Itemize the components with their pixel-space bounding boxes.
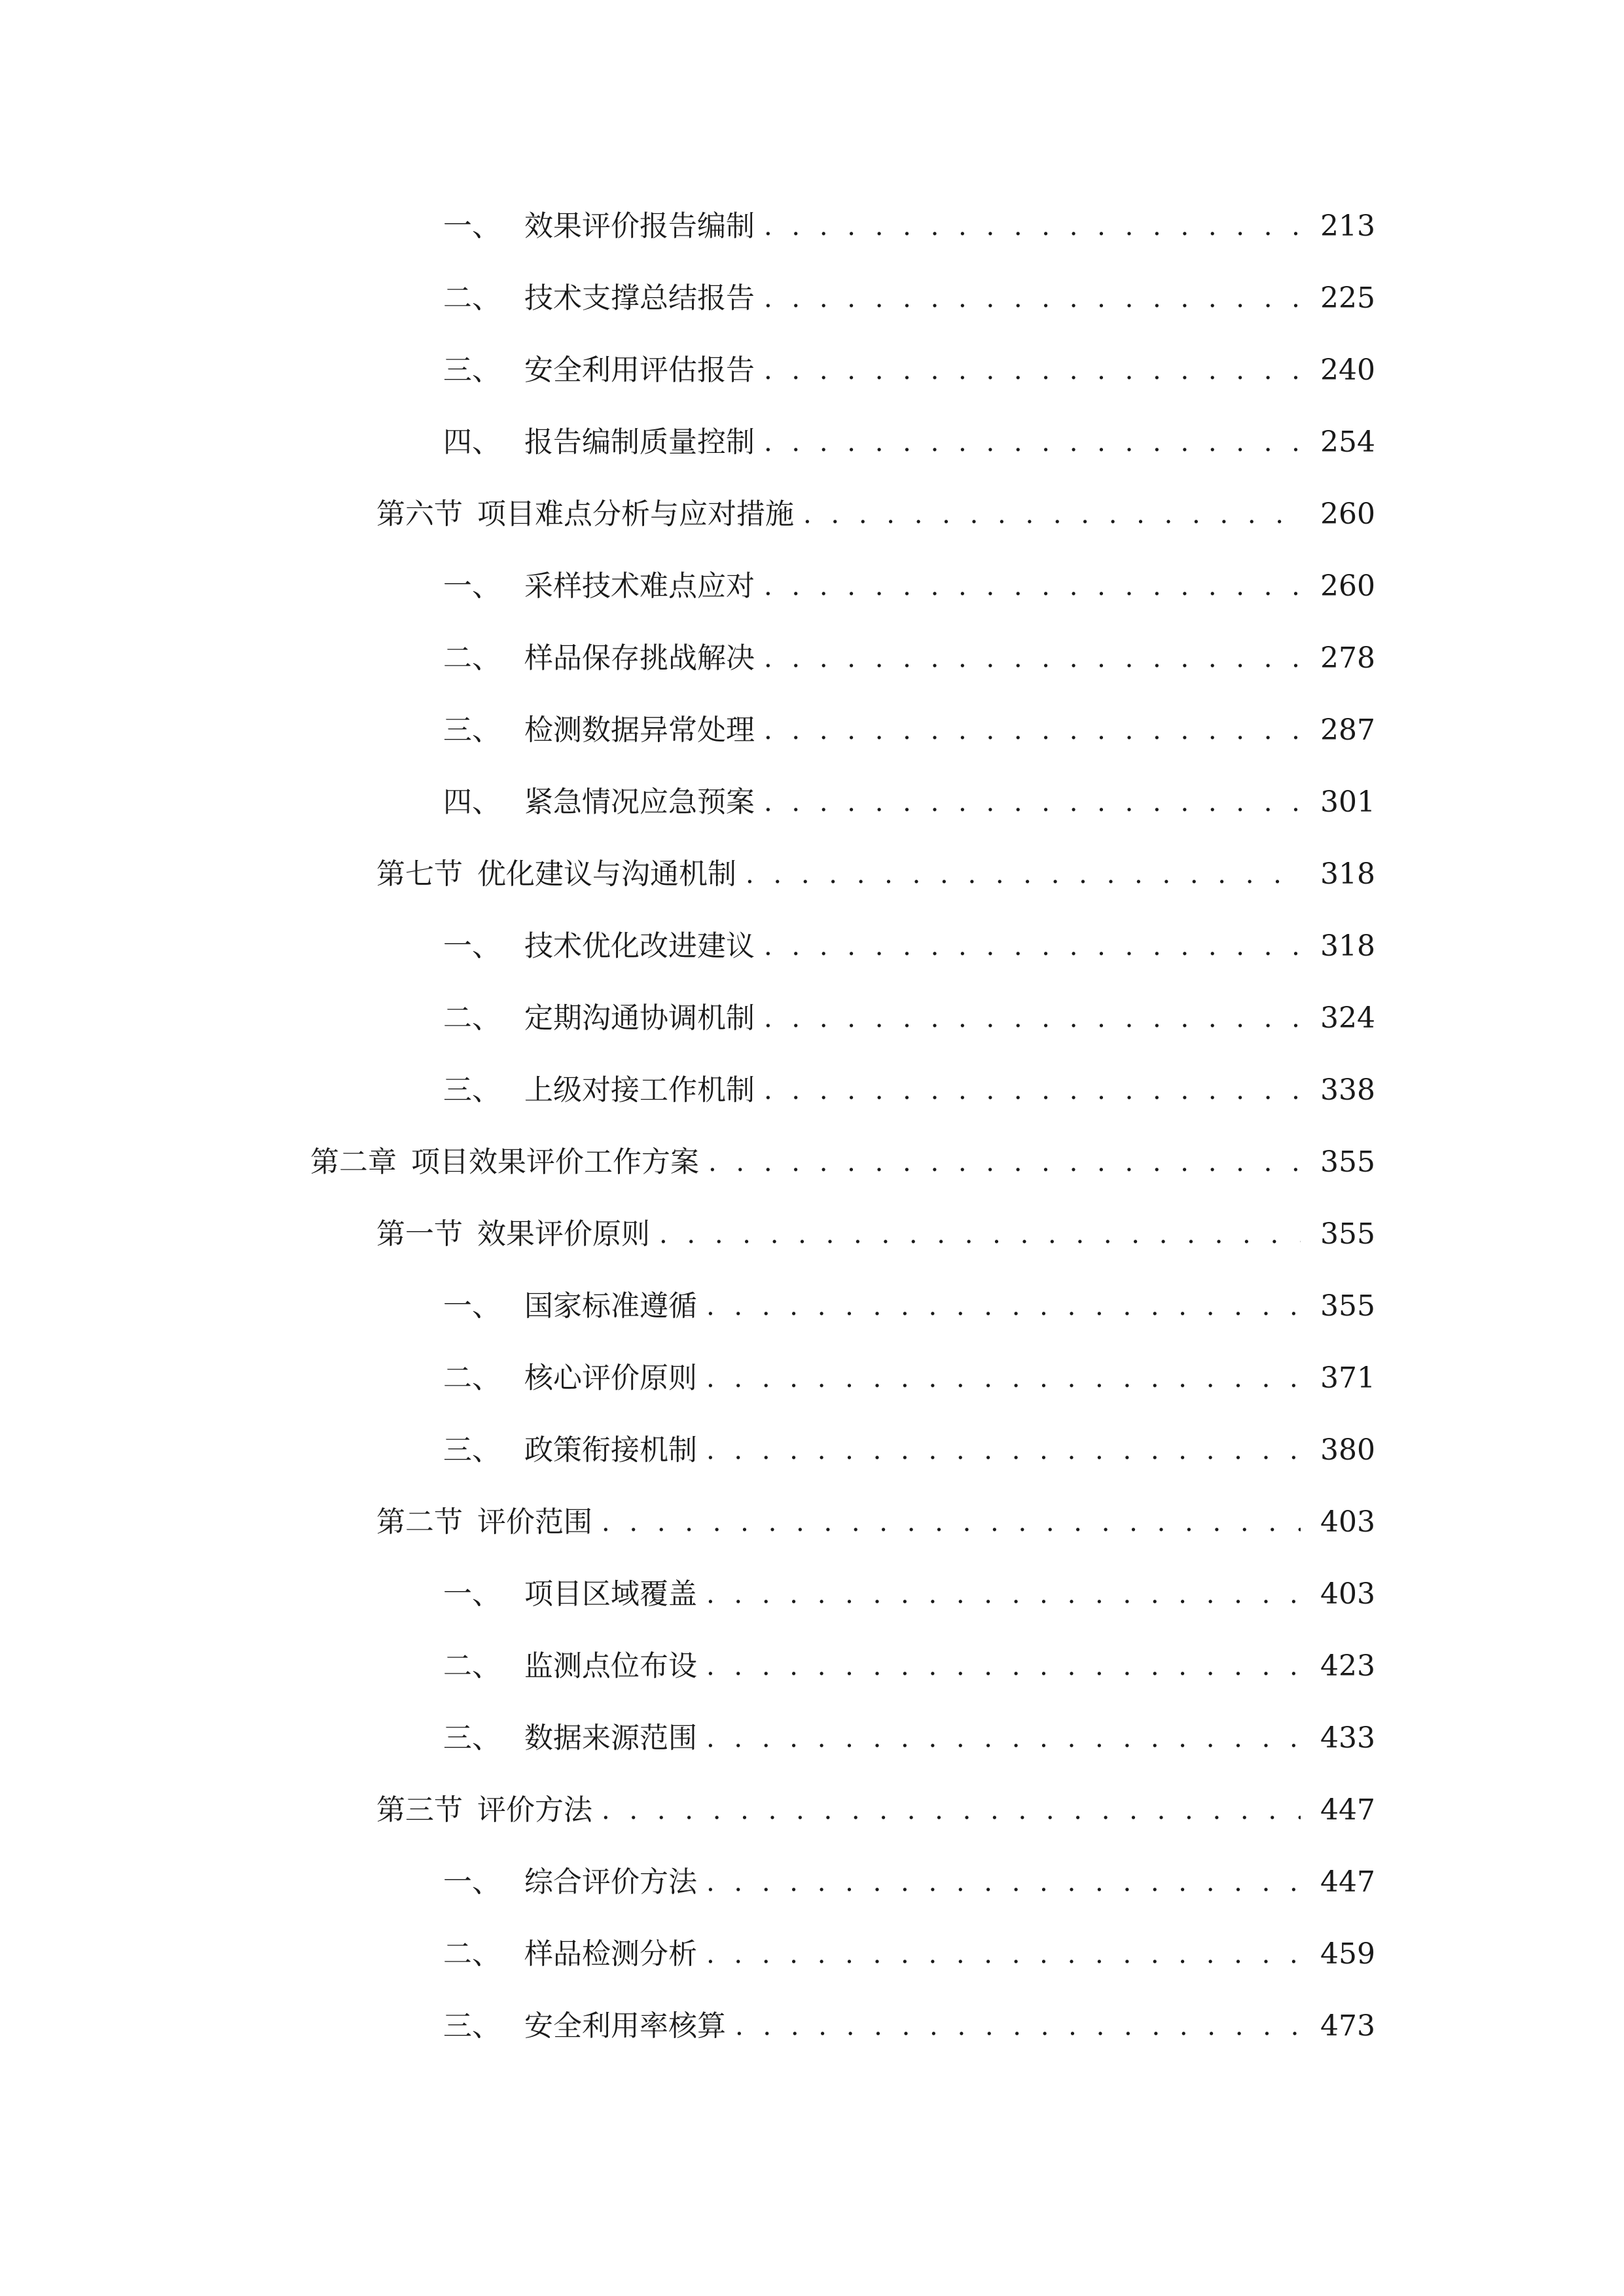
- toc-entry[interactable]: [0, 982, 1624, 1054]
- toc-entry-page: 447: [1320, 1793, 1375, 1827]
- toc-entry-number: 第七节: [376, 857, 463, 891]
- toc-entry[interactable]: [0, 766, 1624, 838]
- toc-entry[interactable]: [0, 910, 1624, 982]
- toc-entry-title: 技术支撑总结报告: [524, 281, 755, 315]
- toc-entry-page: 403: [1320, 1505, 1375, 1539]
- toc-section-entry[interactable]: [0, 1486, 1624, 1558]
- table-of-contents: [0, 190, 1624, 2062]
- toc-entry-title: 安全利用评估报告: [524, 353, 755, 387]
- toc-entry-number: 一、: [443, 569, 501, 603]
- dot-leader: [706, 1287, 1301, 1326]
- toc-entry-page: 301: [1320, 785, 1375, 819]
- toc-entry[interactable]: [0, 622, 1624, 694]
- toc-entry-page: 459: [1320, 1937, 1375, 1971]
- toc-entry-title: 检测数据异常处理: [524, 713, 755, 747]
- toc-entry-title: 国家标准遵循: [524, 1289, 697, 1323]
- dot-leader: [602, 1791, 1301, 1830]
- toc-chapter-entry[interactable]: [0, 1126, 1624, 1198]
- dot-leader: [706, 1359, 1301, 1398]
- toc-entry-page: 225: [1320, 281, 1375, 315]
- toc-section-entry[interactable]: [0, 1774, 1624, 1846]
- toc-entry-page: 260: [1320, 497, 1375, 531]
- toc-entry-title: 优化建议与沟通机制: [477, 857, 736, 891]
- toc-entry-title: 技术优化改进建议: [524, 929, 755, 963]
- toc-entry[interactable]: [0, 190, 1624, 262]
- toc-entry[interactable]: [0, 1990, 1624, 2062]
- toc-entry-title: 项目区域覆盖: [524, 1577, 697, 1611]
- toc-entry-title: 项目难点分析与应对措施: [477, 497, 794, 531]
- dot-leader: [706, 1431, 1301, 1470]
- toc-section-entry[interactable]: [0, 838, 1624, 910]
- toc-entry-number: 三、: [443, 353, 501, 387]
- toc-entry-title: 项目效果评价工作方案: [411, 1145, 699, 1179]
- dot-leader: [706, 1647, 1301, 1686]
- toc-entry-title: 安全利用率核算: [524, 2009, 726, 2043]
- toc-entry[interactable]: [0, 334, 1624, 406]
- toc-entry-page: 403: [1320, 1577, 1375, 1611]
- dot-leader: [803, 495, 1301, 534]
- toc-entry-title: 报告编制质量控制: [524, 425, 755, 459]
- dot-leader: [764, 711, 1301, 750]
- dot-leader: [706, 1719, 1301, 1758]
- dot-leader: [764, 639, 1301, 678]
- toc-entry-title: 评价范围: [477, 1505, 592, 1539]
- toc-entry-page: 338: [1320, 1073, 1375, 1107]
- dot-leader: [746, 855, 1301, 894]
- toc-entry[interactable]: [0, 1270, 1624, 1342]
- dot-leader: [764, 423, 1301, 462]
- toc-entry-title: 数据来源范围: [524, 1721, 697, 1755]
- toc-entry[interactable]: [0, 1918, 1624, 1990]
- toc-entry-number: 二、: [443, 1361, 501, 1395]
- toc-entry-number: 第六节: [376, 497, 463, 531]
- dot-leader: [764, 1071, 1301, 1110]
- toc-entry-page: 447: [1320, 1865, 1375, 1899]
- toc-entry-number: 二、: [443, 281, 501, 315]
- toc-entry-title: 效果评价原则: [477, 1217, 650, 1251]
- toc-entry-number: 一、: [443, 1289, 501, 1323]
- dot-leader: [659, 1215, 1301, 1254]
- dot-leader: [764, 999, 1301, 1038]
- toc-entry-page: 254: [1320, 425, 1375, 459]
- toc-entry[interactable]: [0, 1558, 1624, 1630]
- dot-leader: [764, 279, 1301, 318]
- toc-entry-title: 采样技术难点应对: [524, 569, 755, 603]
- toc-entry-number: 三、: [443, 1721, 501, 1755]
- toc-entry-number: 二、: [443, 1649, 501, 1683]
- dot-leader: [764, 567, 1301, 606]
- toc-entry-number: 一、: [443, 929, 501, 963]
- toc-entry-page: 318: [1320, 929, 1375, 963]
- toc-entry[interactable]: [0, 1702, 1624, 1774]
- toc-entry-number: 二、: [443, 641, 501, 675]
- toc-entry-page: 355: [1320, 1145, 1375, 1179]
- toc-entry-page: 324: [1320, 1001, 1375, 1035]
- toc-entry-number: 三、: [443, 2009, 501, 2043]
- toc-entry-page: 423: [1320, 1649, 1375, 1683]
- toc-entry-page: 380: [1320, 1433, 1375, 1467]
- toc-entry[interactable]: [0, 1414, 1624, 1486]
- toc-entry-number: 二、: [443, 1937, 501, 1971]
- toc-entry-page: 240: [1320, 353, 1375, 387]
- toc-entry-page: 213: [1320, 209, 1375, 243]
- toc-entry-page: 260: [1320, 569, 1375, 603]
- toc-entry-title: 上级对接工作机制: [524, 1073, 755, 1107]
- dot-leader: [602, 1503, 1301, 1542]
- toc-entry-title: 监测点位布设: [524, 1649, 697, 1683]
- toc-entry-number: 第一节: [376, 1217, 463, 1251]
- toc-entry[interactable]: [0, 1846, 1624, 1918]
- toc-entry-page: 318: [1320, 857, 1375, 891]
- toc-entry[interactable]: [0, 694, 1624, 766]
- dot-leader: [708, 1143, 1301, 1182]
- toc-section-entry[interactable]: [0, 478, 1624, 550]
- toc-entry-title: 紧急情况应急预案: [524, 785, 755, 819]
- toc-entry-page: 433: [1320, 1721, 1375, 1755]
- dot-leader: [706, 1935, 1301, 1974]
- toc-entry[interactable]: [0, 550, 1624, 622]
- toc-entry-number: 第二节: [376, 1505, 463, 1539]
- toc-entry-number: 一、: [443, 209, 501, 243]
- toc-entry-number: 第三节: [376, 1793, 463, 1827]
- toc-entry-title: 政策衔接机制: [524, 1433, 697, 1467]
- dot-leader: [764, 207, 1301, 246]
- toc-entry-title: 样品检测分析: [524, 1937, 697, 1971]
- dot-leader: [764, 927, 1301, 966]
- toc-entry-number: 三、: [443, 713, 501, 747]
- toc-entry-title: 样品保存挑战解决: [524, 641, 755, 675]
- toc-entry-number: 第二章: [310, 1145, 397, 1179]
- dot-leader: [764, 351, 1301, 390]
- toc-entry-number: 三、: [443, 1073, 501, 1107]
- toc-entry-title: 评价方法: [477, 1793, 592, 1827]
- toc-entry-page: 473: [1320, 2009, 1375, 2043]
- toc-entry-page: 355: [1320, 1289, 1375, 1323]
- toc-entry-title: 核心评价原则: [524, 1361, 697, 1395]
- dot-leader: [764, 783, 1301, 822]
- toc-entry[interactable]: [0, 262, 1624, 334]
- toc-entry-page: 287: [1320, 713, 1375, 747]
- toc-entry-number: 一、: [443, 1577, 501, 1611]
- toc-entry-title: 定期沟通协调机制: [524, 1001, 755, 1035]
- toc-entry-number: 四、: [443, 425, 501, 459]
- toc-entry-number: 四、: [443, 785, 501, 819]
- toc-section-entry[interactable]: [0, 1198, 1624, 1270]
- toc-entry-title: 效果评价报告编制: [524, 209, 755, 243]
- toc-entry-number: 二、: [443, 1001, 501, 1035]
- dot-leader: [706, 1863, 1301, 1902]
- toc-entry-page: 278: [1320, 641, 1375, 675]
- toc-entry[interactable]: [0, 406, 1624, 478]
- toc-entry[interactable]: [0, 1630, 1624, 1702]
- toc-entry-number: 三、: [443, 1433, 501, 1467]
- toc-entry-title: 综合评价方法: [524, 1865, 697, 1899]
- dot-leader: [706, 1575, 1301, 1614]
- dot-leader: [735, 2007, 1301, 2046]
- toc-entry-page: 355: [1320, 1217, 1375, 1251]
- toc-entry[interactable]: [0, 1342, 1624, 1414]
- toc-entry-number: 一、: [443, 1865, 501, 1899]
- toc-entry-page: 371: [1320, 1361, 1375, 1395]
- toc-entry[interactable]: [0, 1054, 1624, 1126]
